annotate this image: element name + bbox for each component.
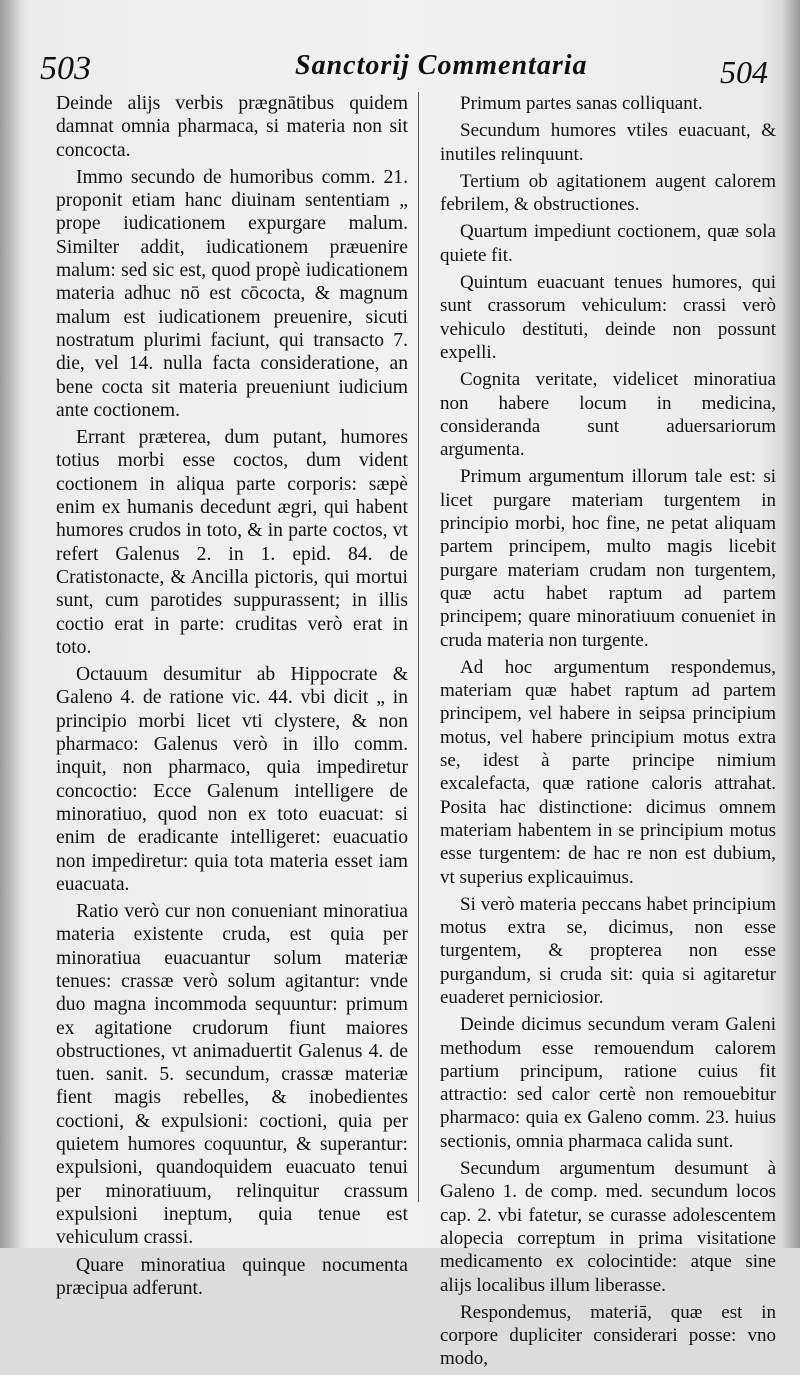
paragraph: Ratio verò cur non conueniant minoratiua materia existente cruda, est quia per minoratiua euacuantur solum materiæ tenues: crassæ verò solum agitantur: vnde duo magna incommoda sequuntur: primum ex agitatione crudorum fiunt maiores obstructiones, vt animaduertit Galenus 4. de tuen. sanit. 5. secundum, crassæ materiæ fient magis rebelles, & inobedientes coctioni, & expulsioni: coctioni, quia per quietem humores coquuntur, & superantur: expulsioni, quandoquidem euacuato tenui per minoratiuum, relinquitur crassum expulsioni ineptum, quia tenue est vehiculum crassi. — [56, 901, 408, 1249]
paragraph: Immo secundo de humoribus comm. 21. proponit etiam hanc diuinam sententiam „ prope iudicationem expurgare malum. Similter addit, iudicationem præuenire malum: sed sic est, quod propè iudicationem materia adhuc nō est cōcocta, & magnum malum est iudicationem preuenire, sicuti nostratum plurimi faciunt, qui transacto 7. die, vel 14. nulla facta consideratione, an bene cocta sit materia preueniunt iudicium ante coctionem. — [56, 166, 408, 421]
page-number-right: 504 — [720, 54, 768, 90]
paragraph: Respondemus, materiā, quæ est in corpore dupliciter considerari posse: vno modo, — [440, 1301, 776, 1370]
paragraph: Deinde alijs verbis prægnātibus quidem damnat omnia pharmaca, si materia non sit concocta. — [56, 93, 408, 161]
paragraph: Quintum euacuant tenues humores, qui sunt crassorum vehiculum: crassi verò vehiculo destituti, deinde non possunt expelli. — [440, 272, 776, 363]
paragraph: Secundum humores vtiles euacuant, & inutiles relinquunt. — [440, 120, 776, 165]
paragraph: Errant præterea, dum putant, humores totius morbi esse coctos, dum vident coctionem in aliqua parte corporis: sæpè enim ex humanis decedunt ægri, qui habent humores crudos in toto, & in parte coctos, vt refert Galenus 2. in 1. epid. 84. de Cratistonacte, & Ancilla pictoris, qui mortui sunt, cum parotides suppurassent; in illis coctio erat in parte: cruditas verò erat in toto. — [56, 427, 408, 658]
paragraph: Si verò materia peccans habet principium motus extra se, dicimus, non esse turgentem, & propterea non esse purgandum, si cruda sit: quia si agitaretur euaderet perniciosior. — [440, 893, 776, 1008]
paragraph: Tertium ob agitationem augent calorem febrilem, & obstructiones. — [440, 170, 776, 216]
paragraph: Ad hoc argumentum respondemus, materiam quæ habet raptum ad partem principem, vel habere in seipsa principium motus, vel habere principium motus extra se, idest à parte principe nimium excalefacta, quæ ratione caloris attrahat. Posita hac distinctione: dicimus omnem materiam habentem in se principium motus esse turgentem: de hac re non est dubium, vt superius explicauimus. — [440, 656, 776, 888]
left-column — [56, 92, 408, 1304]
running-title: Sanctorij Commentaria — [295, 50, 588, 81]
page-shadow-left — [0, 0, 22, 1248]
column-divider — [418, 92, 419, 1202]
paragraph: Quare minoratiua quinque nocumenta præcipua adferunt. — [56, 1254, 408, 1299]
right-column — [440, 92, 776, 1375]
paragraph: Quartum impediunt coctionem, quæ sola quiete fit. — [440, 221, 776, 266]
paragraph: Primum argumentum illorum tale est: si licet purgare materiam turgentem in principio morbi, hoc fine, ne petat aliquam partem principem, multo magis licebit purgare materiam crudam non turgentem, quæ actu habet raptum ad partem principem; quare minoratiuum conueniet in cruda materia non turgente. — [440, 466, 776, 651]
page-number-left: 503 — [40, 50, 91, 87]
paragraph: Octauum desumitur ab Hippocrate & Galeno 4. de ratione vic. 44. vbi dicit „ in principio morbi licet vti clystere, & non pharmaco: Galenus verò in illo comm. inquit, non pharmaco, quia impediretur concoctio: Ecce Galenum intelligere de minoratiuo, quod non ex toto euacuat: si enim de eradicante intelligeret: euacuatio non impediretur: quia tota materia esset iam euacuata. — [56, 664, 408, 895]
page-shadow-right — [782, 0, 800, 1248]
paragraph: Primum partes sanas colliquant. — [460, 93, 703, 114]
paragraph: Deinde dicimus secundum veram Galeni methodum esse remouendum calorem partium principum, ratione cuius fit attractio: sed calor certè non remouebitur pharmaco: quia ex Galeno comm. 23. huius sectionis, omnia pharmaca calida sunt. — [440, 1014, 776, 1152]
paragraph: Secundum argumentum desumunt à Galeno 1. de comp. med. secundum locos cap. 2. vbi fatetur, se curasse adolescentem alopecia correptum in prima visitatione medicamento ex colocintide: atque sine alijs localibus illum liberasse. — [440, 1158, 776, 1296]
paragraph: Cognita veritate, videlicet minoratiua non habere locum in medicina, consideranda sunt aduersariorum argumenta. — [440, 369, 776, 461]
page-header — [40, 46, 770, 92]
